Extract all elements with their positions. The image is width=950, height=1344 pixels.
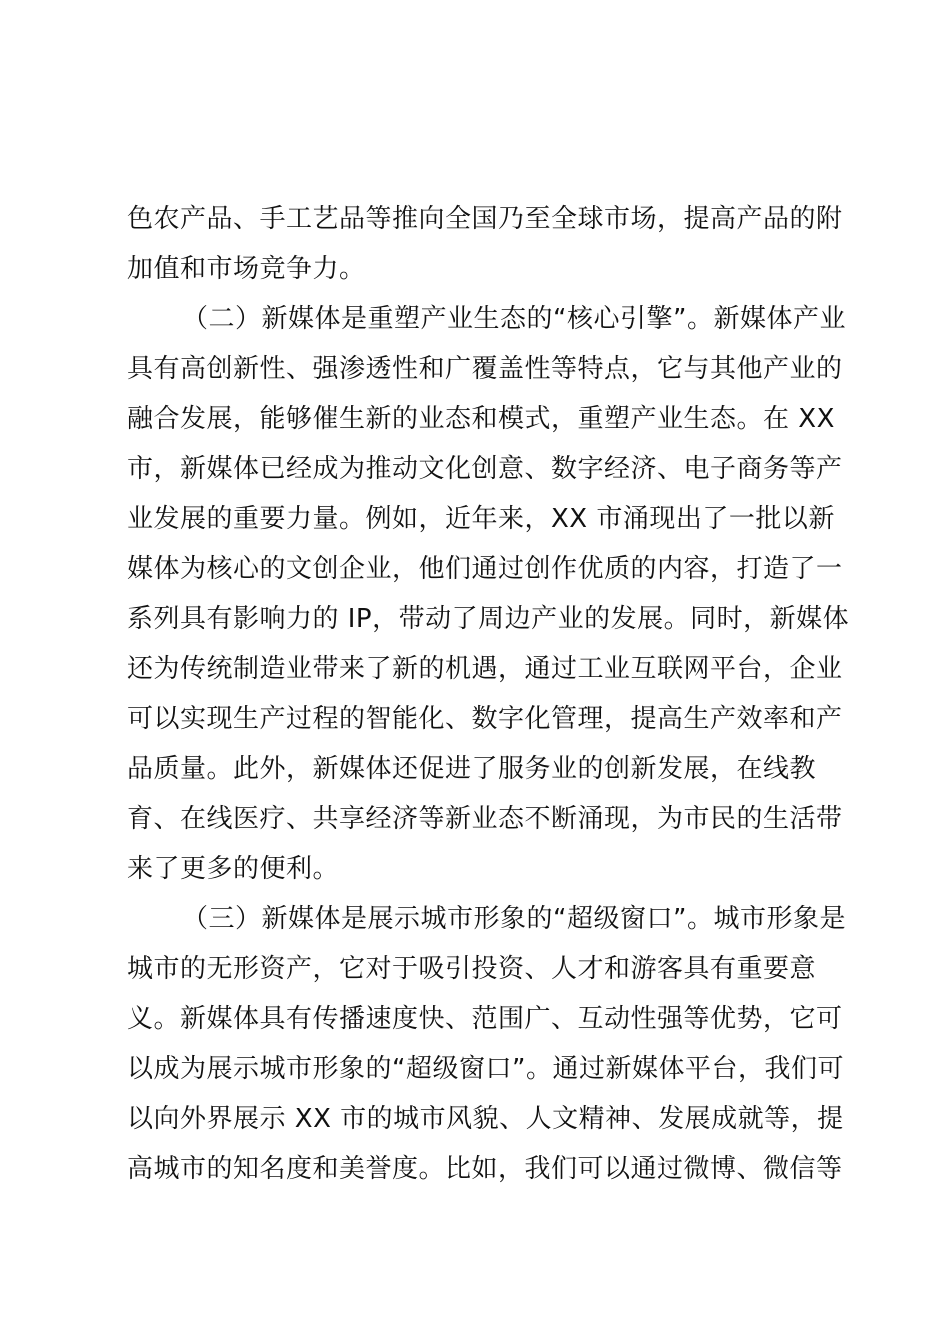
paragraph-2-line-4: 市，新媒体已经成为推动文化创意、数字经济、电子商务等产 <box>127 454 843 484</box>
paragraph-3-line-2: 城市的无形资产，它对于吸引投资、人才和游客具有重要意 <box>127 954 817 984</box>
paragraph-3-line-3: 义。新媒体具有传播速度快、范围广、互动性强等优势，它可 <box>127 1004 843 1034</box>
paragraph-2-line-12: 来了更多的便利。 <box>127 854 340 884</box>
paragraph-2-line-11: 育、在线医疗、共享经济等新业态不断涌现，为市民的生活带 <box>127 804 843 834</box>
paragraph-1-line-1: 色农产品、手工艺品等推向全国乃至全球市场，提高产品的附 <box>127 204 843 234</box>
paragraph-1-line-2: 加值和市场竞争力。 <box>127 254 366 284</box>
paragraph-2-line-3: 融合发展，能够催生新的业态和模式，重塑产业生态。在 XX <box>127 404 835 434</box>
paragraph-2-line-10: 品质量。此外，新媒体还促进了服务业的创新发展，在线教 <box>127 754 817 784</box>
paragraph-3-line-1: （三）新媒体是展示城市形象的“超级窗口”。城市形象是 <box>182 904 846 934</box>
paragraph-2-line-9: 可以实现生产过程的智能化、数字化管理，提高生产效率和产 <box>127 704 843 734</box>
document-body <box>127 194 850 1194</box>
paragraph-3-line-5: 以向外界展示 XX 市的城市风貌、人文精神、发展成就等，提 <box>127 1104 844 1134</box>
paragraph-2-line-8: 还为传统制造业带来了新的机遇，通过工业互联网平台，企业 <box>127 654 843 684</box>
paragraph-2-line-6: 媒体为核心的文创企业，他们通过创作优质的内容，打造了一 <box>127 554 843 584</box>
paragraph-3-line-6: 高城市的知名度和美誉度。比如，我们可以通过微博、微信等 <box>127 1154 843 1184</box>
paragraph-2-line-5: 业发展的重要力量。例如，近年来，XX 市涌现出了一批以新 <box>127 504 835 534</box>
paragraph-3-line-4: 以成为展示城市形象的“超级窗口”。通过新媒体平台，我们可 <box>127 1054 844 1084</box>
paragraph-2-line-2: 具有高创新性、强渗透性和广覆盖性等特点，它与其他产业的 <box>127 354 843 384</box>
paragraph-2-line-7: 系列具有影响力的 IP，带动了周边产业的发展。同时，新媒体 <box>127 604 850 634</box>
paragraph-2-line-1: （二）新媒体是重塑产业生态的“核心引擎”。新媒体产业 <box>182 304 846 334</box>
